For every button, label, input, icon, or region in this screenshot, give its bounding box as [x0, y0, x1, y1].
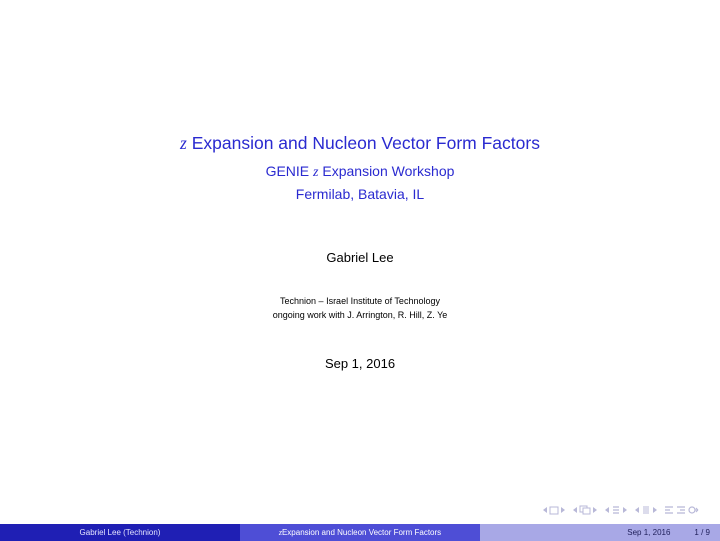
- nav-right-arrow-icon[interactable]: [560, 506, 566, 514]
- section-icon[interactable]: [611, 505, 621, 515]
- slide-title: [0, 133, 720, 154]
- presentation-icon[interactable]: [641, 505, 651, 515]
- slide-date: Sep 1, 2016: [324, 356, 396, 371]
- slide-author: Gabriel Lee: [326, 250, 394, 265]
- nav-right-arrow-icon[interactable]: [622, 506, 628, 514]
- footer-author: Gabriel Lee (Technion): [0, 524, 240, 541]
- subtitle-text-pre: GENIE: [265, 163, 314, 179]
- footline: [0, 524, 720, 541]
- nav-section-group: [604, 505, 628, 515]
- align-left-icon[interactable]: [664, 505, 674, 515]
- frame-icon[interactable]: [549, 506, 559, 515]
- subtitle-math-var: z: [313, 165, 319, 180]
- nav-presentation-group: [634, 505, 658, 515]
- nav-right-arrow-icon[interactable]: [652, 506, 658, 514]
- footer-title-math-var: z: [278, 528, 282, 537]
- nav-left-arrow-icon[interactable]: [542, 506, 548, 514]
- slide-institute: Technion – Israel Institute of Technology: [280, 296, 440, 306]
- slide-subtitle-line1: [0, 163, 720, 181]
- subsection-icon[interactable]: [579, 505, 591, 515]
- footer-date: Sep 1, 2016: [627, 528, 671, 537]
- slide-collaborators: ongoing work with J. Arrington, R. Hill, Z. Ye: [272, 310, 448, 320]
- nav-subsection-group: [572, 505, 598, 515]
- footer-title: [240, 524, 480, 541]
- footer-page-number: 1 / 9: [694, 528, 710, 537]
- slide-subtitle-line2: Fermilab, Batavia, IL: [295, 186, 425, 202]
- nav-left-arrow-icon[interactable]: [634, 506, 640, 514]
- footer-title-text: Expansion and Nucleon Vector Form Factors: [281, 528, 442, 537]
- nav-left-arrow-icon[interactable]: [572, 506, 578, 514]
- nav-left-arrow-icon[interactable]: [604, 506, 610, 514]
- footer-date-page: [480, 524, 720, 541]
- align-right-icon[interactable]: [676, 505, 686, 515]
- nav-right-arrow-icon[interactable]: [592, 506, 598, 514]
- nav-frame-group: [542, 506, 566, 515]
- subtitle-text-post: Expansion Workshop: [318, 163, 455, 179]
- title-text: Expansion and Nucleon Vector Form Factors: [186, 133, 540, 153]
- search-icon[interactable]: [688, 505, 702, 515]
- navigation-bar: [542, 505, 702, 515]
- title-math-var: z: [180, 133, 187, 153]
